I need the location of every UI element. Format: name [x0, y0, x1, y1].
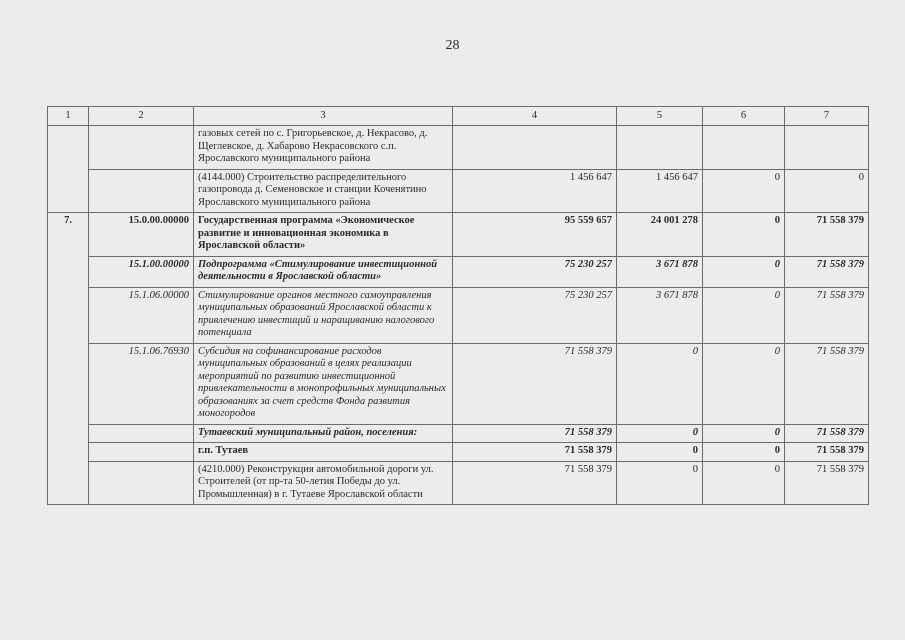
program-code-cell	[89, 126, 194, 170]
year-2-amount-cell: 0	[703, 256, 785, 287]
year-2-amount-cell: 0	[703, 287, 785, 343]
column-header: 3	[194, 107, 453, 126]
year-1-amount-cell: 0	[617, 424, 703, 443]
row-number-cell	[48, 126, 89, 170]
table-row	[48, 287, 869, 343]
program-code-cell	[89, 424, 194, 443]
row-number-cell	[48, 256, 89, 287]
year-1-amount-cell: 0	[617, 443, 703, 462]
year-3-amount-cell: 71 558 379	[785, 343, 869, 424]
year-2-amount-cell: 0	[703, 461, 785, 505]
year-2-amount-cell: 0	[703, 169, 785, 213]
description-cell: Субсидия на софинансирование расходов муниципальных образований в целях реализации мероприятий по развитию инвестиционной привлекательности в монопрофильных муниципальных образованиях за счет средств Фонда развития моногородов	[194, 343, 453, 424]
program-code-cell	[89, 461, 194, 505]
description-cell: г.п. Тутаев	[194, 443, 453, 462]
description-cell: (4210.000) Реконструкция автомобильной дороги ул. Строителей (от пр-та 50-летия Победы до ул. Промышленная) в г. Тутаеве Ярославской области	[194, 461, 453, 505]
year-3-amount-cell: 71 558 379	[785, 287, 869, 343]
program-code-cell: 15.1.06.00000	[89, 287, 194, 343]
year-1-amount-cell: 0	[617, 461, 703, 505]
row-number-cell	[48, 461, 89, 505]
row-number-cell	[48, 287, 89, 343]
total-amount-cell: 75 230 257	[453, 256, 617, 287]
column-header: 5	[617, 107, 703, 126]
year-1-amount-cell: 1 456 647	[617, 169, 703, 213]
total-amount-cell: 71 558 379	[453, 343, 617, 424]
table-header-row	[48, 107, 869, 126]
year-3-amount-cell	[785, 126, 869, 170]
column-header: 1	[48, 107, 89, 126]
table-row	[48, 343, 869, 424]
year-1-amount-cell: 3 671 878	[617, 256, 703, 287]
year-2-amount-cell: 0	[703, 443, 785, 462]
program-code-cell: 15.0.00.00000	[89, 213, 194, 257]
table-row	[48, 461, 869, 505]
year-3-amount-cell: 71 558 379	[785, 256, 869, 287]
program-code-cell	[89, 443, 194, 462]
year-2-amount-cell: 0	[703, 343, 785, 424]
program-code-cell	[89, 169, 194, 213]
description-cell: Тутаевский муниципальный район, поселения:	[194, 424, 453, 443]
row-number-cell	[48, 443, 89, 462]
program-code-cell: 15.1.00.00000	[89, 256, 194, 287]
year-3-amount-cell: 71 558 379	[785, 443, 869, 462]
year-1-amount-cell: 0	[617, 343, 703, 424]
year-2-amount-cell: 0	[703, 213, 785, 257]
description-cell: (4144.000) Строительство распределительного газопровода д. Семеновское и станции Коченятино Ярославского муниципального района	[194, 169, 453, 213]
description-cell: Государственная программа «Экономическое развитие и инновационная экономика в Ярославской области»	[194, 213, 453, 257]
description-cell: Подпрограмма «Стимулирование инвестиционной деятельности в Ярославской области»	[194, 256, 453, 287]
year-2-amount-cell: 0	[703, 424, 785, 443]
table-row	[48, 169, 869, 213]
total-amount-cell: 71 558 379	[453, 424, 617, 443]
year-1-amount-cell	[617, 126, 703, 170]
total-amount-cell: 95 559 657	[453, 213, 617, 257]
budget-table	[47, 106, 869, 505]
year-3-amount-cell: 71 558 379	[785, 213, 869, 257]
row-number-cell	[48, 343, 89, 424]
row-number-cell	[48, 169, 89, 213]
total-amount-cell: 71 558 379	[453, 461, 617, 505]
column-header: 4	[453, 107, 617, 126]
total-amount-cell: 75 230 257	[453, 287, 617, 343]
table-row	[48, 256, 869, 287]
row-number-cell: 7.	[48, 213, 89, 257]
total-amount-cell	[453, 126, 617, 170]
program-code-cell: 15.1.06.76930	[89, 343, 194, 424]
year-3-amount-cell: 0	[785, 169, 869, 213]
table-row	[48, 213, 869, 257]
table-row	[48, 443, 869, 462]
year-3-amount-cell: 71 558 379	[785, 461, 869, 505]
page-number: 28	[445, 38, 460, 53]
table-row	[48, 126, 869, 170]
table-row	[48, 424, 869, 443]
year-1-amount-cell: 24 001 278	[617, 213, 703, 257]
total-amount-cell: 71 558 379	[453, 443, 617, 462]
description-cell: Стимулирование органов местного самоуправления муниципальных образований Ярославской области к привлечению инвестиций и наращиванию налогового потенциала	[194, 287, 453, 343]
year-2-amount-cell	[703, 126, 785, 170]
column-header: 6	[703, 107, 785, 126]
description-cell: газовых сетей по с. Григорьевское, д. Некрасово, д. Щеглевское, д. Хабарово Некрасовского с.п. Ярославского муниципального района	[194, 126, 453, 170]
column-header: 7	[785, 107, 869, 126]
year-1-amount-cell: 3 671 878	[617, 287, 703, 343]
total-amount-cell: 1 456 647	[453, 169, 617, 213]
column-header: 2	[89, 107, 194, 126]
year-3-amount-cell: 71 558 379	[785, 424, 869, 443]
row-number-cell	[48, 424, 89, 443]
